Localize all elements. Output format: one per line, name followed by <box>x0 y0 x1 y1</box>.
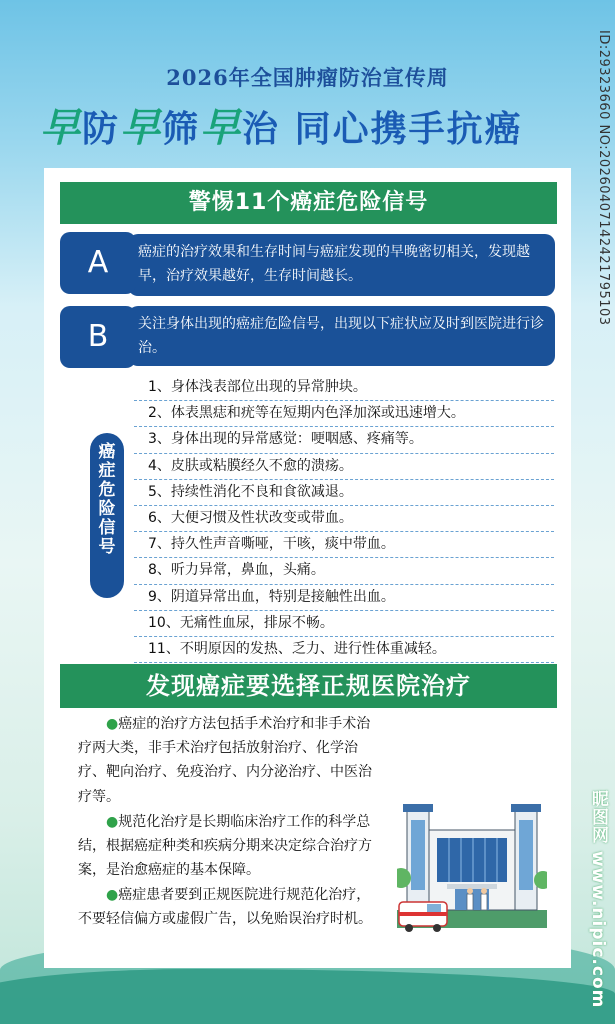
paragraph-text: 规范化治疗是长期临床治疗工作的科学总结，根据癌症种类和疾病分期来决定综合治疗方案，是治愈癌症的基本保障。 <box>78 814 372 879</box>
list-item: 3、身体出现的异常感觉：哽咽感、疼痛等。 <box>134 427 554 453</box>
poster-subtitle: 2026年全国肿瘤防治宣传周 <box>166 65 449 90</box>
section1-title: 警惕11个癌症危险信号 <box>60 182 557 224</box>
vertical-char: 号 <box>98 537 116 557</box>
point-b-text: 关注身体出现的癌症危险信号，出现以下症状应及时到医院进行诊治。 <box>128 306 555 366</box>
image-id-label: ID:29323660 NO:20260407142421795103 <box>596 30 611 326</box>
vertical-char: 症 <box>98 461 116 481</box>
list-item: 9、阴道异常出血，特别是接触性出血。 <box>134 585 554 611</box>
vertical-char: 险 <box>98 499 116 519</box>
list-item: 1、身体浅表部位出现的异常肿块。 <box>134 375 554 401</box>
paragraph-standard-treatment <box>78 810 378 883</box>
list-item: 4、皮肤或粘膜经久不愈的溃疡。 <box>134 454 554 480</box>
poster-slogan <box>40 96 580 153</box>
hospital-illustration <box>397 790 547 940</box>
danger-signals-list <box>134 375 554 663</box>
bullet-icon: ● <box>106 716 119 732</box>
vertical-char: 信 <box>98 518 116 538</box>
slogan-together: 同心携手抗癌 <box>280 109 523 150</box>
list-item: 6、大便习惯及性状改变或带血。 <box>134 506 554 532</box>
bullet-icon: ● <box>106 814 119 830</box>
badge-a: A <box>60 232 136 294</box>
list-item: 5、持续性消化不良和食欲减退。 <box>134 480 554 506</box>
slogan-prevent: 防 <box>82 109 121 150</box>
slogan-early-2: 早 <box>120 104 163 151</box>
vertical-char: 癌 <box>98 442 116 462</box>
slogan-treat: 治 <box>242 109 281 150</box>
vertical-char: 危 <box>98 480 116 500</box>
slogan-screen: 筛 <box>162 109 201 150</box>
point-a-text: 癌症的治疗效果和生存时间与癌症发现的早晚密切相关，发现越早，治疗效果越好，生存时间越长。 <box>128 234 555 296</box>
list-item: 8、听力异常，鼻血，头痛。 <box>134 558 554 584</box>
bullet-icon: ● <box>106 887 119 903</box>
paragraph-regular-hospital <box>78 883 378 931</box>
paragraph-text: 癌症患者要到正规医院进行规范化治疗，不要轻信偏方或虚假广告，以免贻误治疗时机。 <box>78 887 372 928</box>
slogan-early-3: 早 <box>200 104 243 151</box>
badge-b: B <box>60 306 136 368</box>
list-item: 7、持久性声音嘶哑，干咳，痰中带血。 <box>134 532 554 558</box>
list-item: 2、体表黑痣和疣等在短期内色泽加深或迅速增大。 <box>134 401 554 427</box>
list-item: 10、无痛性血尿，排尿不畅。 <box>134 611 554 637</box>
paragraph-text: 癌症的治疗方法包括手术治疗和非手术治疗两大类，非手术治疗包括放射治疗、化学治疗、靶向治疗、免疫治疗、内分泌治疗、中医治疗等。 <box>78 716 372 805</box>
list-item: 11、不明原因的发热、乏力、进行性体重减轻。 <box>134 637 554 663</box>
paragraph-treatment-methods <box>78 712 378 809</box>
section2-title: 发现癌症要选择正规医院治疗 <box>60 664 557 708</box>
danger-signals-vertical-label <box>90 433 124 598</box>
slogan-early-1: 早 <box>40 104 82 151</box>
watermark-text: 昵图网 www.nipic.com <box>588 790 608 1009</box>
